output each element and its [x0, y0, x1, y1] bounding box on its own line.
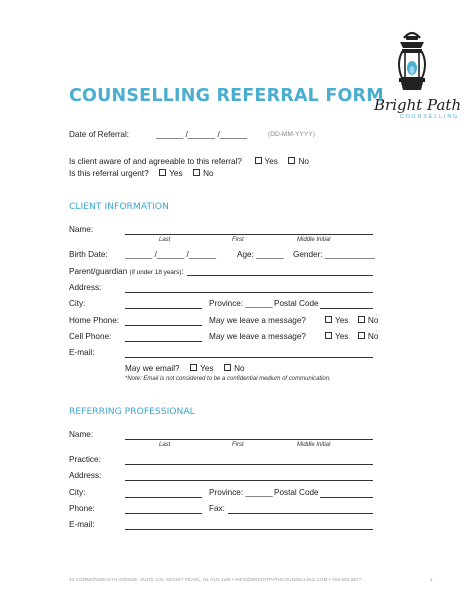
professional-name-middle: Middle Initial	[297, 442, 331, 448]
fax-label: Fax:	[209, 504, 225, 513]
aware-no-checkbox[interactable]	[288, 157, 295, 164]
client-city-field[interactable]	[125, 308, 202, 309]
footer-address: 40 COMMONWEALTH AVENUE, SUITE 102, MOUNT PEARL, NL A1N 1W8 • INFO@BRIGHTPATHCOUNSELLING.COM • 709.693.8877	[69, 577, 362, 582]
gender-field[interactable]: Gender: ___________	[293, 250, 375, 259]
professional-name-first: First	[232, 442, 244, 448]
birth-date-field[interactable]: ______ /______ /______	[125, 250, 217, 259]
referral-date-hint: (DD-MM-YYYY)	[268, 131, 315, 138]
parent-colon: :	[181, 267, 184, 276]
client-email-label: E-mail:	[69, 348, 95, 357]
aware-yes-checkbox[interactable]	[255, 157, 262, 164]
cell-message-yes-checkbox[interactable]	[325, 332, 332, 339]
cell-message-no-label: No	[367, 332, 379, 341]
client-province-field[interactable]: Province: ______	[209, 299, 273, 308]
parent-label-text: Parent/guardian	[69, 267, 128, 276]
client-section-heading: CLIENT INFORMATION	[69, 201, 169, 212]
email-yes-label: Yes	[200, 364, 214, 373]
client-city-label: City:	[69, 299, 86, 308]
practice-field[interactable]	[125, 464, 373, 465]
parent-label	[69, 268, 184, 276]
email-question-text: May we email?	[125, 364, 180, 373]
home-message-question: May we leave a message?	[209, 316, 306, 325]
urgent-question	[69, 170, 214, 178]
client-postal-label: Postal Code	[274, 299, 319, 308]
professional-phone-label: Phone:	[69, 504, 95, 513]
professional-email-label: E-mail:	[69, 520, 95, 529]
page-title: COUNSELLING REFERRAL FORM	[69, 86, 384, 106]
aware-no-label: No	[298, 157, 309, 166]
home-message-options	[325, 317, 378, 325]
birth-date-label: Birth Date:	[69, 250, 108, 259]
professional-email-field[interactable]	[125, 529, 373, 530]
urgent-yes-checkbox[interactable]	[159, 169, 166, 176]
logo-name: Bright Path	[374, 96, 462, 114]
cell-phone-label: Cell Phone:	[69, 332, 112, 341]
aware-yes-label: Yes	[264, 157, 278, 166]
professional-phone-field[interactable]	[125, 513, 202, 514]
lantern-icon	[390, 28, 434, 100]
email-yes-checkbox[interactable]	[190, 364, 197, 371]
client-name-middle: Middle Initial	[297, 237, 331, 243]
email-no-checkbox[interactable]	[224, 364, 231, 371]
email-no-label: No	[234, 364, 245, 373]
professional-province-field[interactable]: Province: ______	[209, 488, 273, 497]
cell-message-yes-label: Yes	[335, 332, 349, 341]
referral-date-label: Date of Referral:	[69, 130, 130, 139]
home-message-yes-label: Yes	[335, 316, 349, 325]
parent-note: (if under 18 years)	[129, 269, 182, 276]
professional-name-last: Last	[159, 442, 171, 448]
client-postal-field[interactable]	[320, 308, 373, 309]
client-name-last: Last	[159, 237, 171, 243]
urgent-no-checkbox[interactable]	[193, 169, 200, 176]
logo-subtitle: COUNSELLING	[400, 114, 460, 120]
professional-address-field[interactable]	[125, 480, 373, 481]
page-number: 1	[430, 577, 433, 582]
professional-postal-label: Postal Code	[274, 488, 319, 497]
cell-message-options	[325, 333, 378, 341]
professional-section-heading: REFERRING PROFESSIONAL	[69, 406, 195, 417]
home-message-no-label: No	[367, 316, 379, 325]
client-address-label: Address:	[69, 283, 102, 292]
client-name-field[interactable]	[125, 234, 373, 235]
home-message-yes-checkbox[interactable]	[325, 316, 332, 323]
age-field[interactable]: Age: ______	[237, 250, 284, 259]
client-name-label: Name:	[69, 225, 94, 234]
practice-label: Practice:	[69, 455, 101, 464]
urgent-no-label: No	[203, 169, 214, 178]
fax-field[interactable]	[228, 513, 373, 514]
aware-question	[69, 158, 309, 166]
home-phone-label: Home Phone:	[69, 316, 120, 325]
email-question	[125, 365, 245, 373]
client-address-field[interactable]	[125, 292, 373, 293]
client-name-first: First	[232, 237, 244, 243]
professional-postal-field[interactable]	[320, 497, 373, 498]
email-note: *Note: Email is not considered to be a confidential medium of communication.	[125, 376, 331, 382]
professional-name-label: Name:	[69, 430, 94, 439]
referral-date-field[interactable]: ______ /______ /______	[156, 130, 248, 139]
home-message-no-checkbox[interactable]	[358, 316, 365, 323]
cell-message-question: May we leave a message?	[209, 332, 306, 341]
cell-message-no-checkbox[interactable]	[358, 332, 365, 339]
cell-phone-field[interactable]	[125, 341, 202, 342]
parent-field[interactable]	[187, 275, 373, 276]
urgent-question-text: Is this referral urgent?	[69, 169, 149, 178]
urgent-yes-label: Yes	[169, 169, 183, 178]
professional-address-label: Address:	[69, 471, 102, 480]
client-email-field[interactable]	[125, 357, 373, 358]
professional-name-field[interactable]	[125, 439, 373, 440]
professional-city-field[interactable]	[125, 497, 202, 498]
home-phone-field[interactable]	[125, 325, 202, 326]
aware-question-text: Is client aware of and agreeable to this referral?	[69, 157, 242, 166]
professional-city-label: City:	[69, 488, 86, 497]
logo	[370, 28, 462, 124]
